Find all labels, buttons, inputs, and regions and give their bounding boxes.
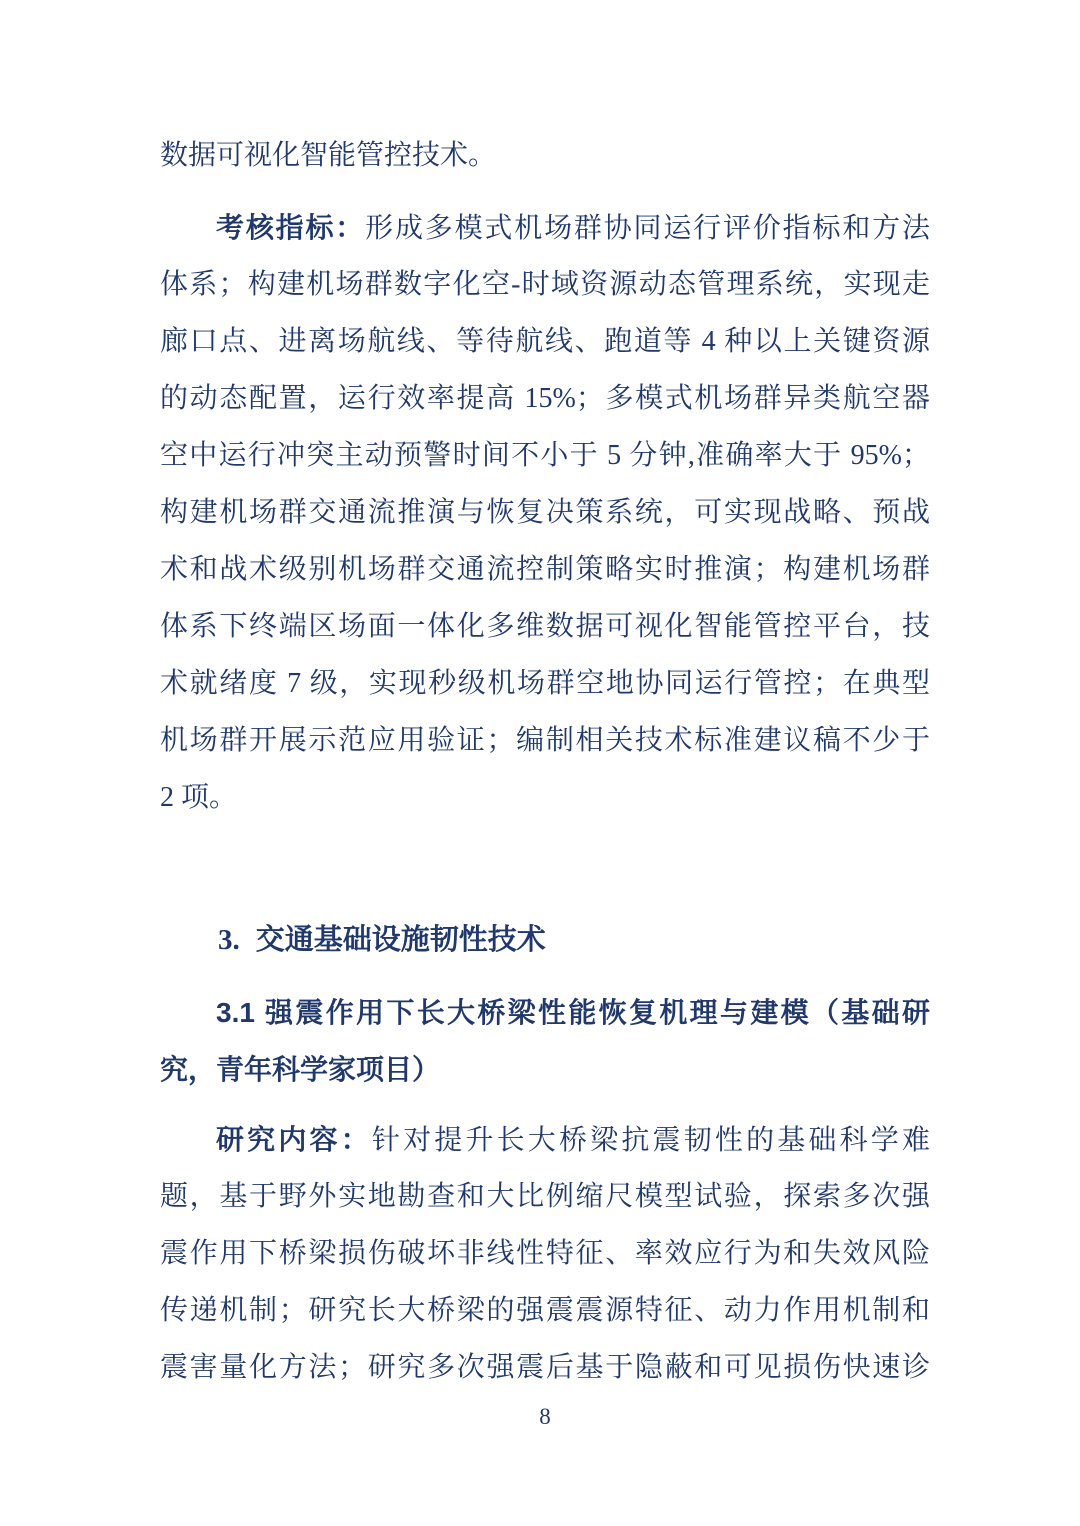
page-number: 8: [539, 1404, 551, 1429]
text-line: 震害量化方法；研究多次强震后基于隐蔽和可见损伤快速诊: [160, 1352, 930, 1383]
text-line: 构建机场群交通流推演与恢复决策系统，可实现战略、预战: [160, 497, 930, 528]
subsection-heading-line: 3.1 强震作用下长大桥梁性能恢复机理与建模（基础研: [216, 997, 930, 1028]
page-footer: [160, 1404, 930, 1430]
paragraph-continuation-line: 数据可视化智能管控技术。: [160, 140, 497, 171]
text-line: 2 项。: [160, 782, 238, 813]
text-line: 体系；构建机场群数字化空-时域资源动态管理系统，实现走: [160, 269, 930, 300]
text-line: 廊口点、进离场航线、等待航线、跑道等 4 种以上关键资源: [160, 326, 930, 357]
text-line: 震作用下桥梁损伤破坏非线性特征、率效应行为和失效风险: [160, 1238, 930, 1269]
subsection-heading-line: 究，青年科学家项目）: [160, 1054, 441, 1085]
subsection-heading: [160, 984, 930, 1098]
text-line: 体系下终端区场面一体化多维数据可视化智能管控平台，技: [160, 611, 930, 642]
assessment-paragraph: [160, 199, 930, 826]
text-line: 传递机制；研究长大桥梁的强震震源特征、动力作用机制和: [160, 1295, 930, 1326]
section-title: 交通基础设施韧性技术: [255, 924, 546, 956]
text-line: 术就绪度 7 级，实现秒级机场群空地协同运行管控；在典型: [160, 668, 930, 699]
section-number: 3.: [218, 924, 240, 956]
text-segment: 针对提升长大桥梁抗震韧性的基础科学难: [371, 1125, 930, 1156]
text-segment: 形成多模式机场群协同运行评价指标和方法: [365, 213, 930, 244]
text-line: [160, 199, 930, 256]
section-heading: [160, 912, 930, 969]
research-label: 研究内容：: [216, 1124, 372, 1155]
assessment-label: 考核指标：: [216, 212, 366, 243]
text-line: 的动态配置，运行效率提高 15%；多模式机场群异类航空器: [160, 383, 930, 414]
text-line: 术和战术级别机场群交通流控制策略实时推演；构建机场群: [160, 554, 930, 585]
text-line: 空中运行冲突主动预警时间不小于 5 分钟,准确率大于 95%；: [160, 440, 930, 471]
document-content: [160, 127, 930, 1396]
text-line: 机场群开展示范应用验证；编制相关技术标准建议稿不少于: [160, 725, 930, 756]
text-line: [160, 1111, 930, 1168]
research-paragraph: [160, 1111, 930, 1396]
text-line: 题，基于野外实地勘查和大比例缩尺模型试验，探索多次强: [160, 1181, 930, 1212]
